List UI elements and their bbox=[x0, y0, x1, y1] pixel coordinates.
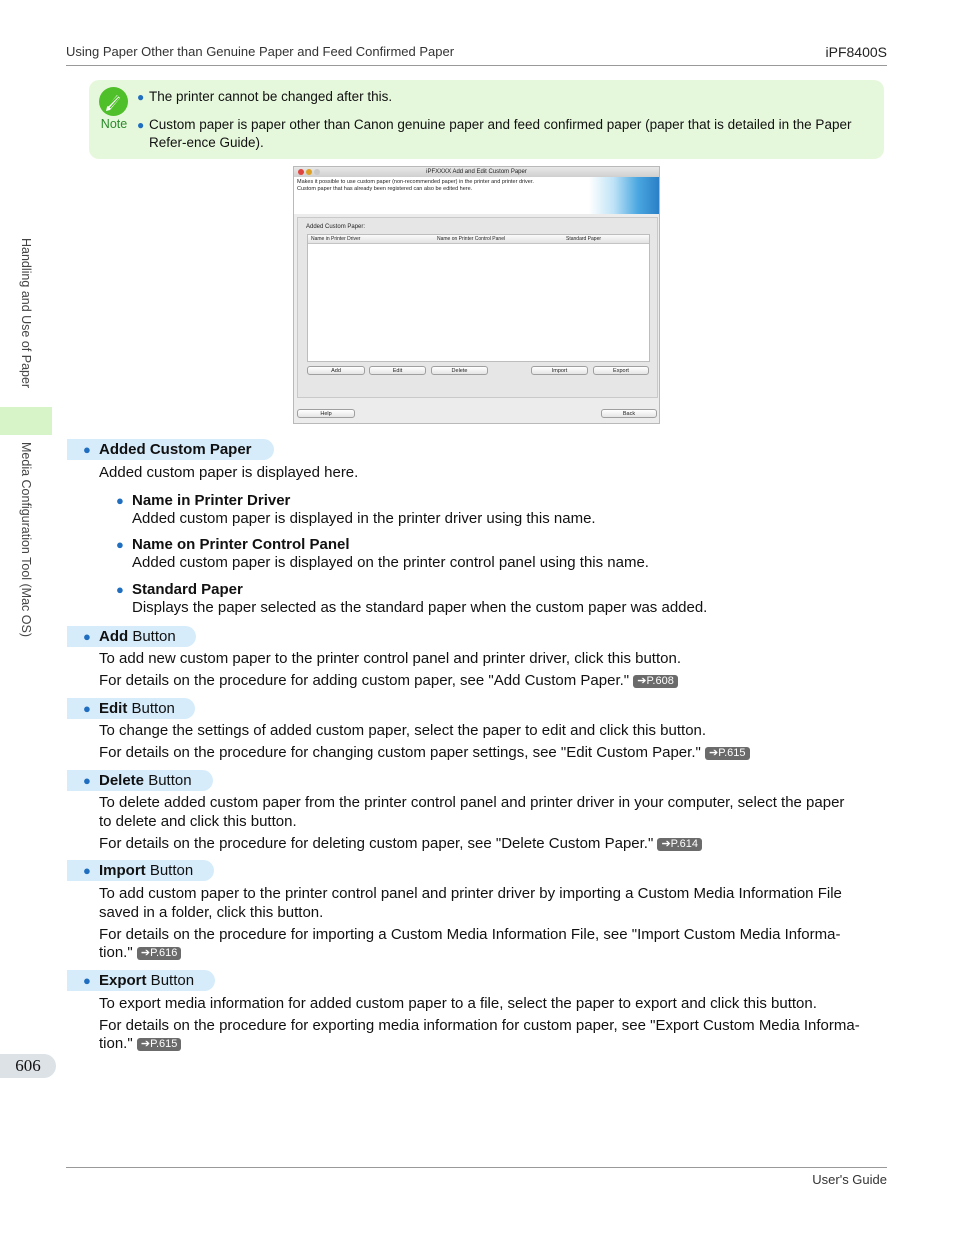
bullet-icon: ● bbox=[116, 493, 124, 508]
sub-item-title: Standard Paper bbox=[132, 581, 243, 598]
bullet-icon: ● bbox=[83, 863, 91, 878]
sub-item-text: Displays the paper selected as the standard paper when the custom paper was added. bbox=[132, 599, 708, 616]
back-button[interactable]: Back bbox=[601, 409, 657, 418]
sub-item-text: Added custom paper is displayed in the printer driver using this name. bbox=[132, 510, 596, 527]
page-reference-link[interactable]: ➔P.614 bbox=[657, 838, 702, 851]
note-label: Note bbox=[100, 117, 128, 131]
side-tab-handling-paper[interactable] bbox=[0, 238, 52, 398]
import-button[interactable]: Import bbox=[531, 366, 588, 375]
section-text bbox=[99, 671, 678, 690]
side-tab-media-config-tool[interactable] bbox=[0, 442, 52, 652]
reference-text: tion." bbox=[99, 1035, 133, 1052]
dialog-screenshot bbox=[293, 166, 660, 424]
section-heading-edit-button bbox=[67, 698, 195, 719]
export-button[interactable]: Export bbox=[593, 366, 649, 375]
reference-text: For details on the procedure for adding custom paper, see "Add Custom Paper." bbox=[99, 672, 630, 689]
header-rule bbox=[66, 65, 887, 66]
section-text bbox=[99, 1034, 181, 1053]
section-text bbox=[99, 834, 702, 853]
column-header[interactable]: Name on Printer Control Panel bbox=[437, 236, 506, 242]
section-text bbox=[99, 943, 181, 962]
edit-button[interactable]: Edit bbox=[369, 366, 426, 375]
section-title-rest: Button bbox=[144, 772, 192, 789]
section-text: to delete and click this button. bbox=[99, 813, 297, 830]
column-header[interactable]: Name in Printer Driver bbox=[311, 236, 361, 242]
section-heading-added-custom-paper bbox=[67, 439, 274, 460]
bullet-icon: ● bbox=[83, 701, 91, 716]
section-title-rest: Button bbox=[146, 972, 195, 989]
section-title-bold: Delete bbox=[99, 772, 145, 789]
section-text: To export media information for added custom paper to a file, select the paper to export and click this button. bbox=[99, 995, 817, 1012]
footer-guide-name: User's Guide bbox=[812, 1172, 887, 1187]
section-title-bold: Export bbox=[99, 972, 147, 989]
bullet-icon: ● bbox=[83, 442, 91, 457]
bullet-icon: ● bbox=[116, 537, 124, 552]
dialog-description bbox=[297, 179, 587, 192]
section-text: To add new custom paper to the printer control panel and printer driver, click this button. bbox=[99, 650, 681, 667]
note-item bbox=[137, 88, 869, 106]
section-text: To delete added custom paper from the printer control panel and printer driver in your computer, select the paper bbox=[99, 794, 845, 811]
sub-item-title: Name on Printer Control Panel bbox=[132, 536, 350, 553]
description-line: Custom paper that has already been registered can also be edited here. bbox=[297, 185, 473, 192]
side-tab-label: Media Configuration Tool (Mac OS) bbox=[19, 442, 33, 637]
section-title-rest: Button bbox=[128, 628, 176, 645]
banner-paper-graphic bbox=[589, 177, 659, 214]
running-header-model: iPF8400S bbox=[825, 44, 887, 60]
sub-item-text: Added custom paper is displayed on the printer control panel using this name. bbox=[132, 554, 649, 571]
page-reference-link[interactable]: ➔P.615 bbox=[705, 747, 750, 760]
section-text: saved in a folder, click this button. bbox=[99, 904, 324, 921]
help-button[interactable]: Help bbox=[297, 409, 355, 418]
section-heading-export-button bbox=[67, 970, 215, 991]
section-text: For details on the procedure for importing a Custom Media Information File, see "Import Custom Media Informa- bbox=[99, 926, 841, 943]
column-header[interactable]: Standard Paper bbox=[566, 236, 602, 242]
section-title-rest: Button bbox=[127, 700, 175, 717]
note-item-text: Custom paper is paper other than Canon genuine paper and feed confirmed paper (paper that is detailed in the Paper Refer-ence Guide). bbox=[149, 117, 852, 150]
bullet-icon: ● bbox=[137, 118, 145, 132]
section-title: Added Custom Paper bbox=[99, 441, 252, 458]
add-button[interactable]: Add bbox=[307, 366, 365, 375]
group-label: Added Custom Paper: bbox=[306, 224, 366, 230]
bullet-icon: ● bbox=[116, 582, 124, 597]
page-reference-link[interactable]: ➔P.608 bbox=[633, 675, 678, 688]
page-reference-link[interactable]: ➔P.616 bbox=[137, 947, 182, 960]
reference-text: For details on the procedure for changing custom paper settings, see "Edit Custom Paper." bbox=[99, 744, 701, 761]
dialog-banner bbox=[294, 177, 659, 214]
section-text bbox=[99, 743, 750, 762]
sub-item-title: Name in Printer Driver bbox=[132, 492, 291, 509]
note-pencil-icon bbox=[99, 87, 128, 116]
section-text: To change the settings of added custom paper, select the paper to edit and click this button. bbox=[99, 722, 707, 739]
footer-rule bbox=[66, 1167, 887, 1168]
section-heading-add-button bbox=[67, 626, 196, 647]
reference-text: tion." bbox=[99, 944, 133, 961]
added-custom-paper-group bbox=[297, 217, 658, 398]
bullet-icon: ● bbox=[83, 629, 91, 644]
section-text: For details on the procedure for exporting media information for custom paper, see "Export Custom Media Informa- bbox=[99, 1017, 860, 1034]
note-item bbox=[137, 116, 869, 152]
section-text: Added custom paper is displayed here. bbox=[99, 464, 359, 481]
section-title-bold: Edit bbox=[99, 700, 128, 717]
section-heading-import-button bbox=[67, 860, 214, 881]
section-title-bold: Import bbox=[99, 862, 146, 879]
page-number: 606 bbox=[0, 1054, 56, 1078]
list-header bbox=[308, 235, 649, 244]
custom-paper-list[interactable] bbox=[307, 234, 650, 362]
section-title-bold: Add bbox=[99, 628, 129, 645]
dialog-title: iPFXXXX Add and Edit Custom Paper bbox=[426, 169, 527, 175]
bullet-icon: ● bbox=[83, 773, 91, 788]
bullet-icon: ● bbox=[83, 973, 91, 988]
side-tab-label: Handling and Use of Paper bbox=[19, 238, 33, 389]
section-text: To add custom paper to the printer control panel and printer driver by importing a Custom Media Information File bbox=[99, 885, 842, 902]
delete-button[interactable]: Delete bbox=[431, 366, 488, 375]
bullet-icon: ● bbox=[137, 90, 145, 104]
description-line: Makes it possible to use custom paper (non-recommended paper) in the printer and printer driver. bbox=[297, 179, 534, 185]
reference-text: For details on the procedure for deleting custom paper, see "Delete Custom Paper." bbox=[99, 835, 654, 852]
section-heading-delete-button bbox=[67, 770, 213, 791]
page-reference-link[interactable]: ➔P.615 bbox=[137, 1038, 182, 1051]
running-header-title: Using Paper Other than Genuine Paper and Feed Confirmed Paper bbox=[66, 44, 455, 59]
note-item-text: The printer cannot be changed after this. bbox=[149, 89, 393, 104]
side-tab-marker bbox=[0, 407, 52, 435]
section-title-rest: Button bbox=[145, 862, 194, 879]
